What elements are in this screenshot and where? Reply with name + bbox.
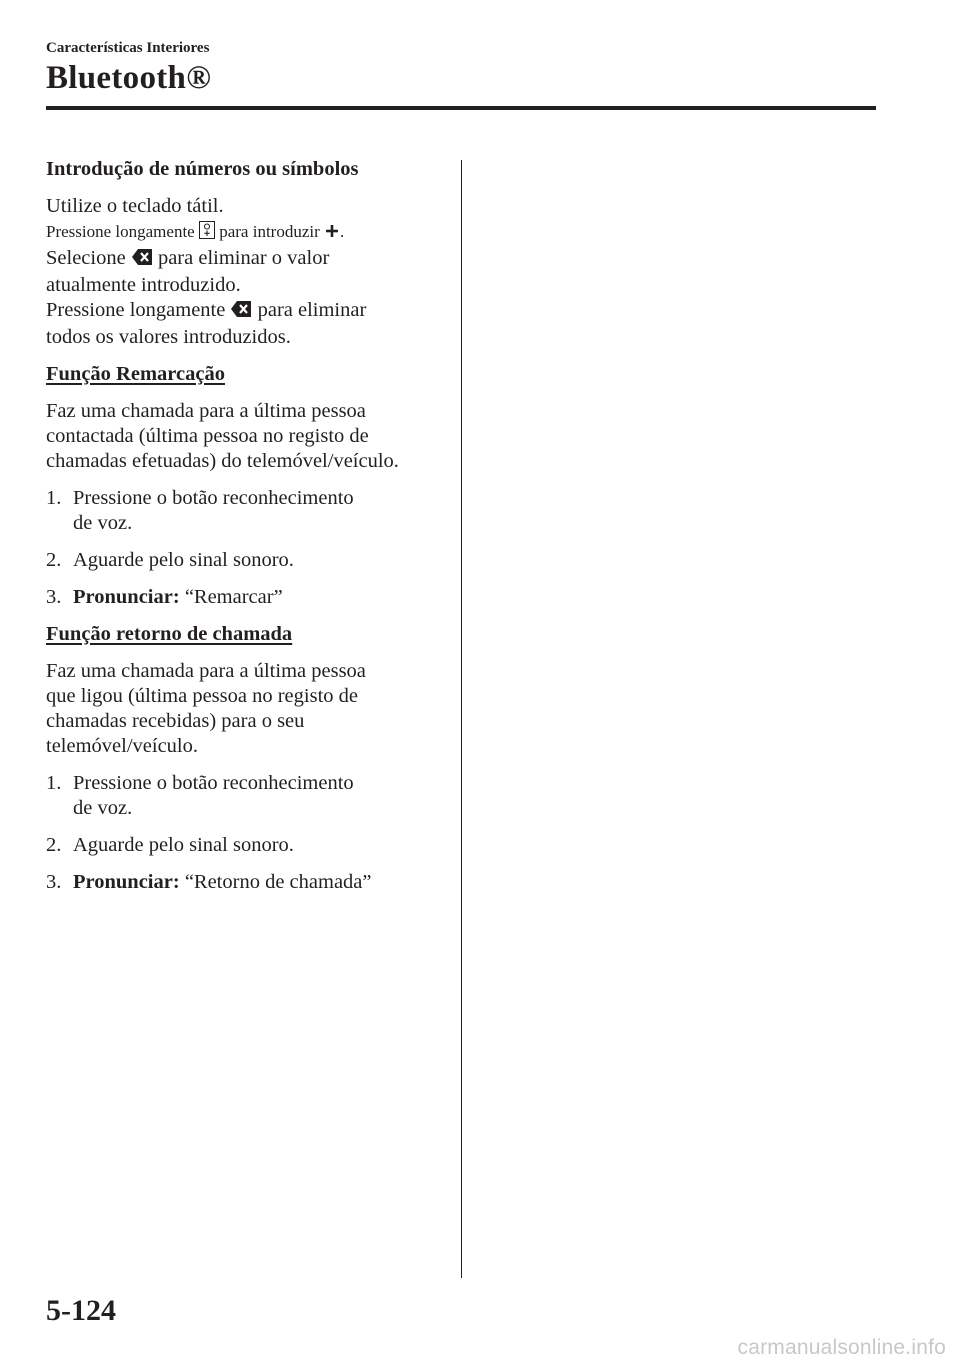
step-keyword: Pronunciar: bbox=[73, 586, 180, 608]
callback-desc-line: chamadas recebidas) para o seu bbox=[46, 710, 305, 732]
list-item bbox=[46, 833, 446, 858]
page-title: Bluetooth® bbox=[46, 60, 212, 96]
entry-text: para introduzir bbox=[219, 222, 320, 241]
column-divider bbox=[461, 160, 462, 1278]
step-text: Aguarde pelo sinal sonoro. bbox=[73, 549, 294, 571]
step-line: Pressione o botão reconhecimento bbox=[73, 772, 354, 794]
list-item bbox=[46, 870, 446, 895]
step-phrase: “Retorno de chamada” bbox=[184, 871, 372, 893]
main-column bbox=[46, 157, 446, 907]
entry-text: Pressione longamente bbox=[46, 299, 226, 321]
redial-heading: Função Remarcação bbox=[46, 363, 225, 385]
entry-text: para eliminar o valor bbox=[157, 247, 330, 269]
backspace-icon bbox=[131, 248, 153, 273]
step-text bbox=[73, 585, 446, 610]
list-item bbox=[46, 771, 446, 821]
zero-plus-key-icon bbox=[199, 221, 215, 246]
entry-paragraph bbox=[46, 194, 446, 350]
list-item bbox=[46, 548, 446, 573]
redial-desc-line: contactada (última pessoa no registo de bbox=[46, 425, 369, 447]
callback-heading: Função retorno de chamada bbox=[46, 623, 293, 645]
page-number: 5-124 bbox=[46, 1294, 116, 1327]
entry-text: . bbox=[340, 222, 345, 241]
entry-text: para eliminar bbox=[257, 299, 367, 321]
step-line: Pressione o botão reconhecimento bbox=[73, 487, 354, 509]
callback-desc-line: que ligou (última pessoa no registo de bbox=[46, 685, 358, 707]
backspace-icon bbox=[230, 300, 252, 325]
callback-description bbox=[46, 659, 446, 759]
step-line: de voz. bbox=[73, 797, 133, 819]
plus-icon bbox=[324, 221, 340, 246]
entry-line bbox=[46, 219, 446, 246]
step-number: 3. bbox=[46, 871, 62, 893]
list-item bbox=[46, 486, 446, 536]
entry-line bbox=[46, 246, 446, 273]
redial-desc-line: chamadas efetuadas) do telemóvel/veículo. bbox=[46, 450, 399, 472]
callback-desc-line: telemóvel/veículo. bbox=[46, 735, 198, 757]
watermark: carmanualsonline.info bbox=[737, 1336, 946, 1359]
entry-line: atualmente introduzido. bbox=[46, 274, 241, 296]
step-number: 2. bbox=[46, 834, 62, 856]
step-text bbox=[73, 771, 446, 821]
entry-text: Pressione longamente bbox=[46, 222, 195, 241]
entry-line bbox=[46, 298, 446, 325]
callback-desc-line: Faz uma chamada para a última pessoa bbox=[46, 660, 366, 682]
step-text bbox=[73, 870, 446, 895]
entry-text: Selecione bbox=[46, 247, 126, 269]
entry-line: Utilize o teclado tátil. bbox=[46, 195, 224, 217]
entry-line: todos os valores introduzidos. bbox=[46, 326, 291, 348]
step-line: de voz. bbox=[73, 512, 133, 534]
entry-heading: Introdução de números ou símbolos bbox=[46, 158, 359, 180]
step-number: 2. bbox=[46, 549, 62, 571]
section-label: Características Interiores bbox=[46, 40, 210, 56]
step-number: 3. bbox=[46, 586, 62, 608]
step-text: Aguarde pelo sinal sonoro. bbox=[73, 834, 294, 856]
step-number: 1. bbox=[46, 772, 62, 794]
step-phrase: “Remarcar” bbox=[184, 586, 283, 608]
step-number: 1. bbox=[46, 487, 62, 509]
step-keyword: Pronunciar: bbox=[73, 871, 180, 893]
list-item bbox=[46, 585, 446, 610]
redial-description bbox=[46, 399, 446, 474]
heading-rule bbox=[46, 106, 876, 110]
redial-desc-line: Faz uma chamada para a última pessoa bbox=[46, 400, 366, 422]
step-text bbox=[73, 486, 446, 536]
